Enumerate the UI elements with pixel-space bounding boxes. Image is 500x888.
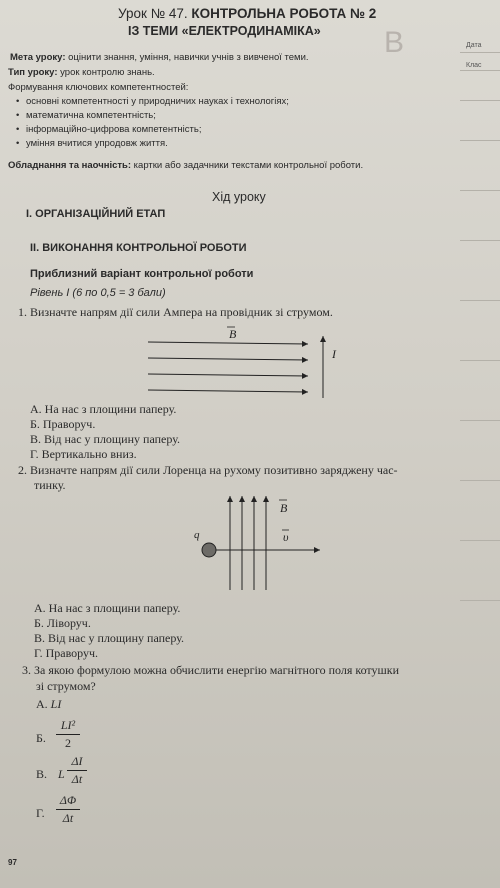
lorentz-force-diagram bbox=[190, 490, 330, 595]
date-label: Дата bbox=[466, 42, 482, 49]
field-label: B bbox=[229, 327, 237, 341]
question-3-text-line2: зі струмом? bbox=[36, 679, 96, 693]
side-rule bbox=[460, 360, 500, 361]
question-3-text-line1: 3. За якою формулою можна обчислити енергію магнітного поля котушки bbox=[22, 663, 400, 677]
question-2-text-line2: тинку. bbox=[34, 478, 66, 492]
side-rule bbox=[460, 140, 500, 141]
pencil-mark: B bbox=[384, 26, 405, 59]
page-number: 97 bbox=[8, 858, 17, 867]
lesson-title bbox=[118, 6, 376, 21]
competency-item: • інформаційно-цифрова компетентність; bbox=[26, 124, 201, 135]
question-3-option-d-formula: $\frac{\Delta\Phi}{\Delta t}$ bbox=[56, 793, 80, 826]
field-label: B bbox=[280, 501, 288, 515]
competency-item: • основні компетентності у природничих науках і технологіях; bbox=[26, 96, 289, 107]
charge-label: q bbox=[194, 529, 200, 541]
question-3-option-a: А. LI bbox=[36, 697, 62, 711]
lesson-number: Урок № 47. bbox=[118, 6, 192, 21]
competency-item: • уміння вчитися упродовж життя. bbox=[26, 138, 168, 149]
lesson-goal: Мета уроку: оцінити знання, уміння, навички учнів з вивченої теми. bbox=[10, 52, 309, 63]
lesson-type: Тип уроку: урок контролю знань. bbox=[8, 67, 155, 78]
field-line bbox=[148, 374, 308, 376]
question-1-text: 1. Визначте напрям дії сили Ампера на провідник зі струмом. bbox=[18, 305, 333, 319]
question-3-option-c-label: В. bbox=[36, 767, 48, 781]
class-label: Клас bbox=[466, 62, 482, 69]
question-3-option-c-formula: $\frac{\Delta I}{\Delta t}$ bbox=[67, 754, 87, 787]
competency-item: • математична компетентність; bbox=[26, 110, 156, 121]
lesson-title-bold: КОНТРОЛЬНА РОБОТА № 2 bbox=[191, 6, 377, 21]
course-heading: Хід уроку bbox=[212, 190, 266, 204]
current-label: I bbox=[332, 347, 336, 361]
question-3-option-b-label: Б. bbox=[36, 731, 46, 745]
question-2-text-line1: 2. Визначте напрям дії сили Лоренца на рухому позитивно заряджену час- bbox=[18, 463, 398, 477]
question-1-option-b: Б. Праворуч. bbox=[30, 417, 96, 431]
variant-heading: Приблизний варіант контрольної роботи bbox=[30, 268, 254, 280]
velocity-label: υ bbox=[283, 530, 289, 544]
competencies-heading: Формування ключових компетентностей: bbox=[8, 82, 189, 93]
side-rule bbox=[460, 52, 500, 53]
side-rule bbox=[460, 420, 500, 421]
side-rule bbox=[460, 600, 500, 601]
side-rule bbox=[460, 190, 500, 191]
side-rule bbox=[460, 540, 500, 541]
question-3-option-c-prefix: L bbox=[58, 767, 65, 781]
stage-one-heading: І. ОРГАНІЗАЦІЙНИЙ ЕТАП bbox=[26, 208, 166, 220]
question-1-option-c: В. Від нас у площину паперу. bbox=[30, 432, 180, 446]
charged-particle bbox=[202, 543, 216, 557]
equipment: Обладнання та наочність: картки або задачники текстами контрольної роботи. bbox=[8, 160, 364, 171]
lesson-topic: ІЗ ТЕМИ «ЕЛЕКТРОДИНАМІКА» bbox=[128, 24, 321, 38]
field-line bbox=[148, 358, 308, 360]
level-heading: Рівень І (6 по 0,5 = 3 бали) bbox=[30, 287, 166, 299]
question-2-option-a: А. На нас з площини паперу. bbox=[34, 601, 181, 615]
question-3-option-d-label: Г. bbox=[36, 806, 45, 820]
question-2-option-c: В. Від нас у площину паперу. bbox=[34, 631, 184, 645]
question-1-option-d: Г. Вертикально вниз. bbox=[30, 447, 137, 461]
question-2-option-d: Г. Праворуч. bbox=[34, 646, 99, 660]
side-rule bbox=[460, 480, 500, 481]
ampere-force-diagram bbox=[140, 322, 340, 402]
question-2-option-b: Б. Ліворуч. bbox=[34, 616, 91, 630]
field-line bbox=[148, 390, 308, 392]
side-rule bbox=[460, 300, 500, 301]
question-3-option-b-formula: $\frac{\text{LI²}}{2}$ bbox=[56, 718, 80, 751]
field-line bbox=[148, 342, 308, 344]
question-1-option-a: А. На нас з площини паперу. bbox=[30, 402, 177, 416]
side-rule bbox=[460, 100, 500, 101]
side-rule bbox=[460, 240, 500, 241]
side-rule bbox=[460, 70, 500, 71]
stage-two-heading: ІІ. ВИКОНАННЯ КОНТРОЛЬНОЇ РОБОТИ bbox=[30, 242, 247, 254]
